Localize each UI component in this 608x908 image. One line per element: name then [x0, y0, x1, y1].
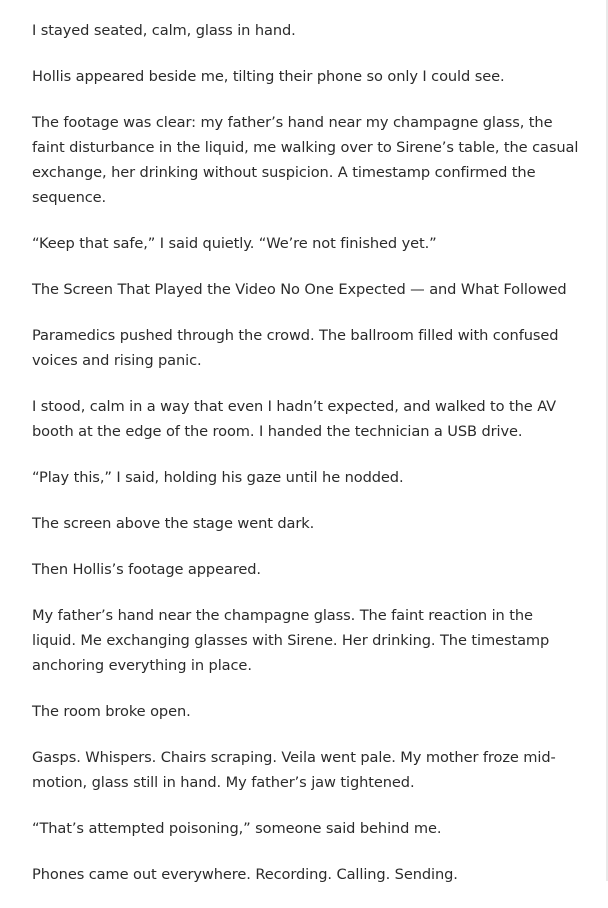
paragraph: The screen above the stage went dark. — [32, 515, 315, 532]
section-heading: The Screen That Played the Video No One Expected — and What Followed — [32, 281, 567, 298]
paragraph: I stayed seated, calm, glass in hand. — [32, 22, 296, 39]
paragraph: I stood, calm in a way that even I hadn’t expected, and walked to the AV booth at the edge of the room. I handed the technician a USB drive. — [32, 398, 557, 440]
paragraph: Phones came out everywhere. Recording. Calling. Sending. — [32, 866, 458, 883]
paragraph: Gasps. Whispers. Chairs scraping. Veila went pale. My mother froze mid-motion, glass still in hand. My father’s jaw tightened. — [32, 749, 556, 791]
paragraph: “Play this,” I said, holding his gaze until he nodded. — [32, 469, 404, 486]
article-body — [32, 18, 580, 908]
paragraph: The footage was clear: my father’s hand near my champagne glass, the faint disturbance in the liquid, me walking over to Sirene’s table, the casual exchange, her drinking without suspicion. A timestamp confirmed the sequence. — [32, 114, 579, 206]
paragraph: “That’s attempted poisoning,” someone said behind me. — [32, 820, 442, 837]
paragraph: Hollis appeared beside me, tilting their phone so only I could see. — [32, 68, 505, 85]
paragraph: The room broke open. — [32, 703, 191, 720]
paragraph: Then Hollis’s footage appeared. — [32, 561, 261, 578]
paragraph: My father’s hand near the champagne glass. The faint reaction in the liquid. Me exchanging glasses with Sirene. Her drinking. The timestamp anchoring everything in place. — [32, 607, 550, 674]
paragraph: Paramedics pushed through the crowd. The ballroom filled with confused voices and rising panic. — [32, 327, 559, 369]
paragraph: “Keep that safe,” I said quietly. “We’re not finished yet.” — [32, 235, 437, 252]
